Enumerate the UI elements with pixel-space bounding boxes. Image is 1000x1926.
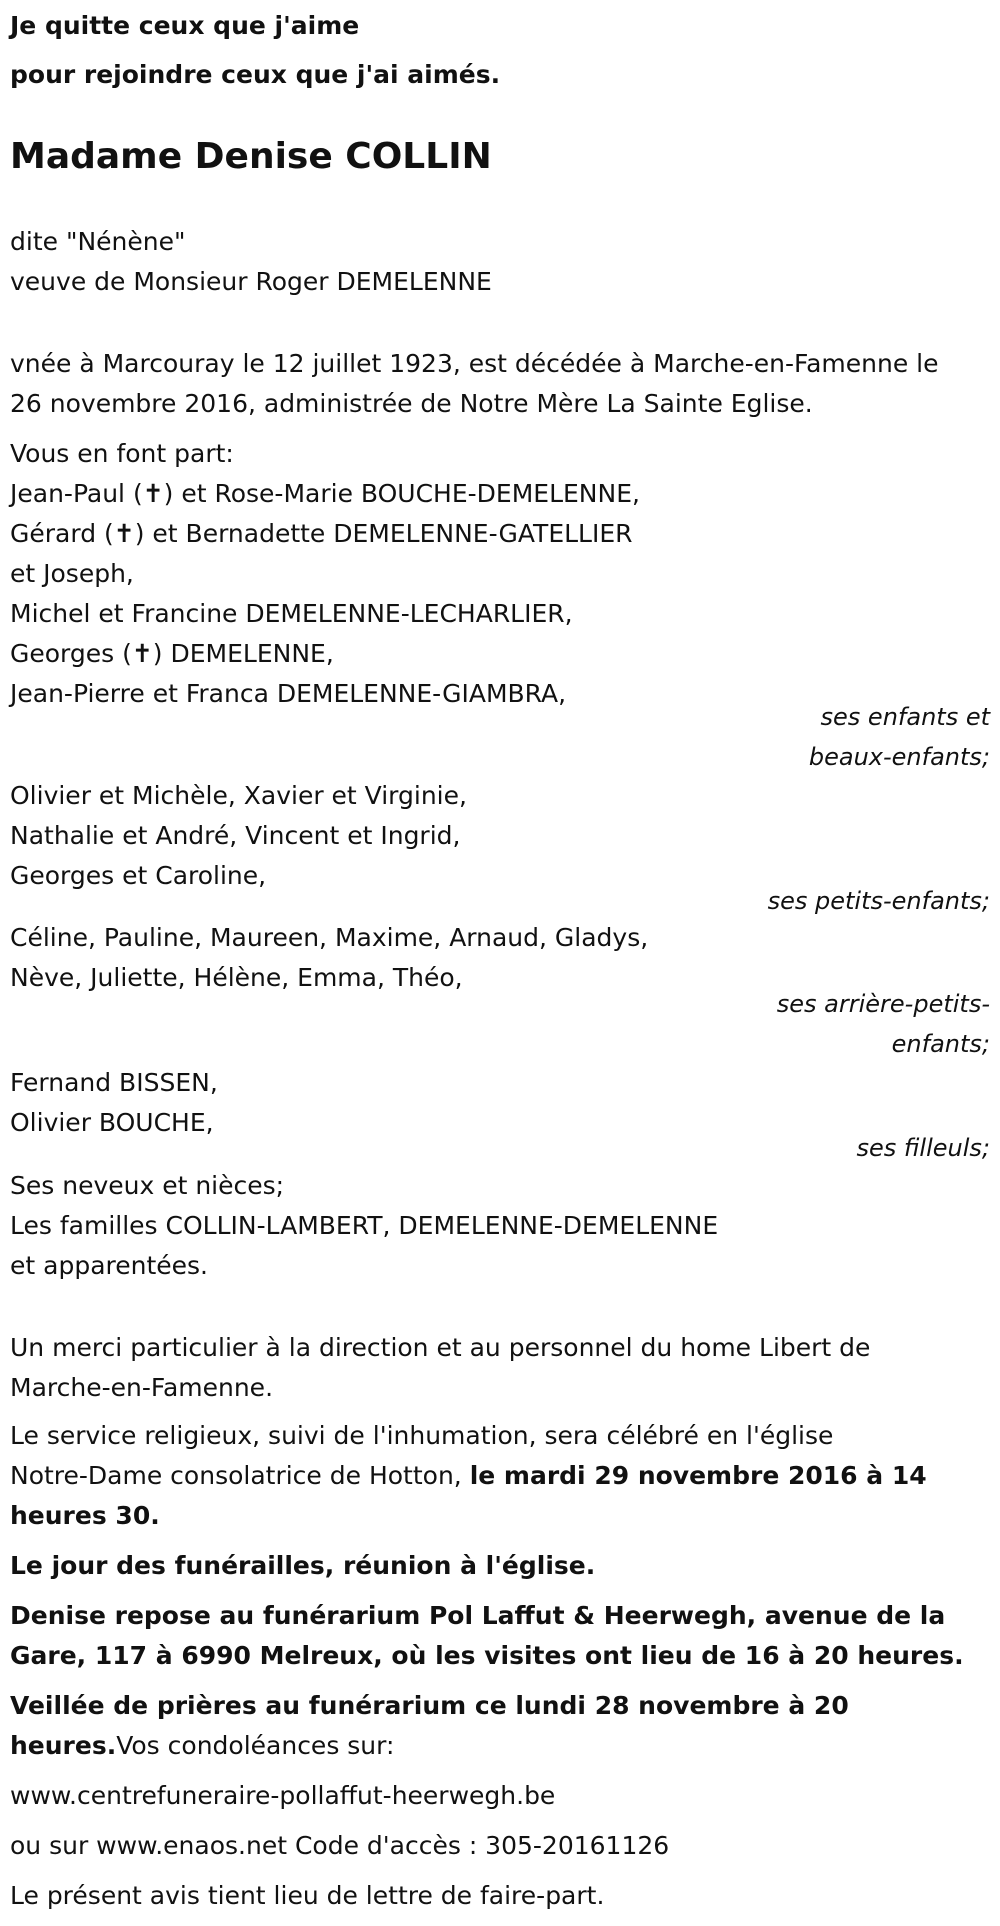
condolences-intro: Vos condoléances sur: — [116, 1731, 395, 1760]
gathering-notice: Le jour des funérailles, réunion à l'église. — [10, 1551, 596, 1580]
condolences-alt-access: ou sur www.enaos.net Code d'accès : 305-20161126 — [10, 1831, 670, 1860]
footer-note: Le présent avis tient lieu de lettre de faire-part. — [10, 1881, 605, 1910]
birth-death-line-1: vnée à Marcouray le 12 juillet 1923, est décédée à Marche-en-Famenne le — [10, 349, 939, 378]
godchildren-role: ses filleuls; — [856, 1134, 990, 1162]
family-line-1: Ses neveux et nièces; — [10, 1171, 285, 1200]
great-grandchildren-line: Céline, Pauline, Maureen, Maxime, Arnaud, Gladys, — [10, 923, 649, 952]
vigil-hours: heures. — [10, 1731, 117, 1760]
condolences-website-link[interactable]: www.centrefuneraire-pollaffut-heerwegh.be — [10, 1781, 556, 1810]
service-date: le mardi 29 novembre 2016 à 14 — [469, 1461, 927, 1490]
family-line-2: Les familles COLLIN-LAMBERT, DEMELENNE-DEMELENNE — [10, 1211, 719, 1240]
service-line-2 — [10, 1456, 927, 1496]
family-line-3: et apparentées. — [10, 1251, 208, 1280]
thanks-line-2: Marche-en-Famenne. — [10, 1373, 274, 1402]
children-line: Jean-Pierre et Franca DEMELENNE-GIAMBRA, — [10, 679, 567, 708]
announcement-intro: Vous en font part: — [10, 439, 234, 468]
grandchildren-line: Olivier et Michèle, Xavier et Virginie, — [10, 781, 467, 810]
children-line: Jean-Paul (✝) et Rose-Marie BOUCHE-DEMELENNE, — [10, 479, 640, 508]
epigraph-line-2: pour rejoindre ceux que j'ai aimés. — [10, 60, 501, 89]
great-grandchildren-role-line-1: ses arrière-petits- — [776, 990, 990, 1018]
vigil-line-1: Veillée de prières au funérarium ce lundi 28 novembre à 20 — [10, 1691, 849, 1720]
children-line: et Joseph, — [10, 559, 134, 588]
godchildren-line: Fernand BISSEN, — [10, 1068, 218, 1097]
service-location: Notre-Dame consolatrice de Hotton, — [10, 1461, 470, 1490]
repose-line-1: Denise repose au funérarium Pol Laffut & Heerwegh, avenue de la — [10, 1601, 946, 1630]
vigil-line-2 — [10, 1726, 394, 1766]
deceased-name: Madame Denise COLLIN — [10, 136, 492, 177]
children-line: Michel et Francine DEMELENNE-LECHARLIER, — [10, 599, 573, 628]
children-role-line-2: beaux-enfants; — [808, 743, 990, 771]
service-time: heures 30. — [10, 1501, 160, 1530]
grandchildren-line: Georges et Caroline, — [10, 861, 267, 890]
children-line: Gérard (✝) et Bernadette DEMELENNE-GATELLIER — [10, 519, 633, 548]
deceased-widow-of: veuve de Monsieur Roger DEMELENNE — [10, 267, 492, 296]
birth-death-line-2: 26 novembre 2016, administrée de Notre Mère La Sainte Eglise. — [10, 389, 813, 418]
grandchildren-line: Nathalie et André, Vincent et Ingrid, — [10, 821, 461, 850]
epigraph-line-1: Je quitte ceux que j'aime — [10, 11, 360, 40]
children-role-line-1: ses enfants et — [820, 703, 990, 731]
grandchildren-role: ses petits-enfants; — [767, 887, 990, 915]
godchildren-line: Olivier BOUCHE, — [10, 1108, 214, 1137]
service-line-1: Le service religieux, suivi de l'inhumation, sera célébré en l'église — [10, 1421, 834, 1450]
great-grandchildren-role-line-2: enfants; — [891, 1030, 990, 1058]
repose-line-2: Gare, 117 à 6990 Melreux, où les visites ont lieu de 16 à 20 heures. — [10, 1641, 964, 1670]
great-grandchildren-line: Nève, Juliette, Hélène, Emma, Théo, — [10, 963, 463, 992]
thanks-line-1: Un merci particulier à la direction et au personnel du home Libert de — [10, 1333, 871, 1362]
deceased-nickname: dite "Nénène" — [10, 227, 186, 256]
children-line: Georges (✝) DEMELENNE, — [10, 639, 334, 668]
